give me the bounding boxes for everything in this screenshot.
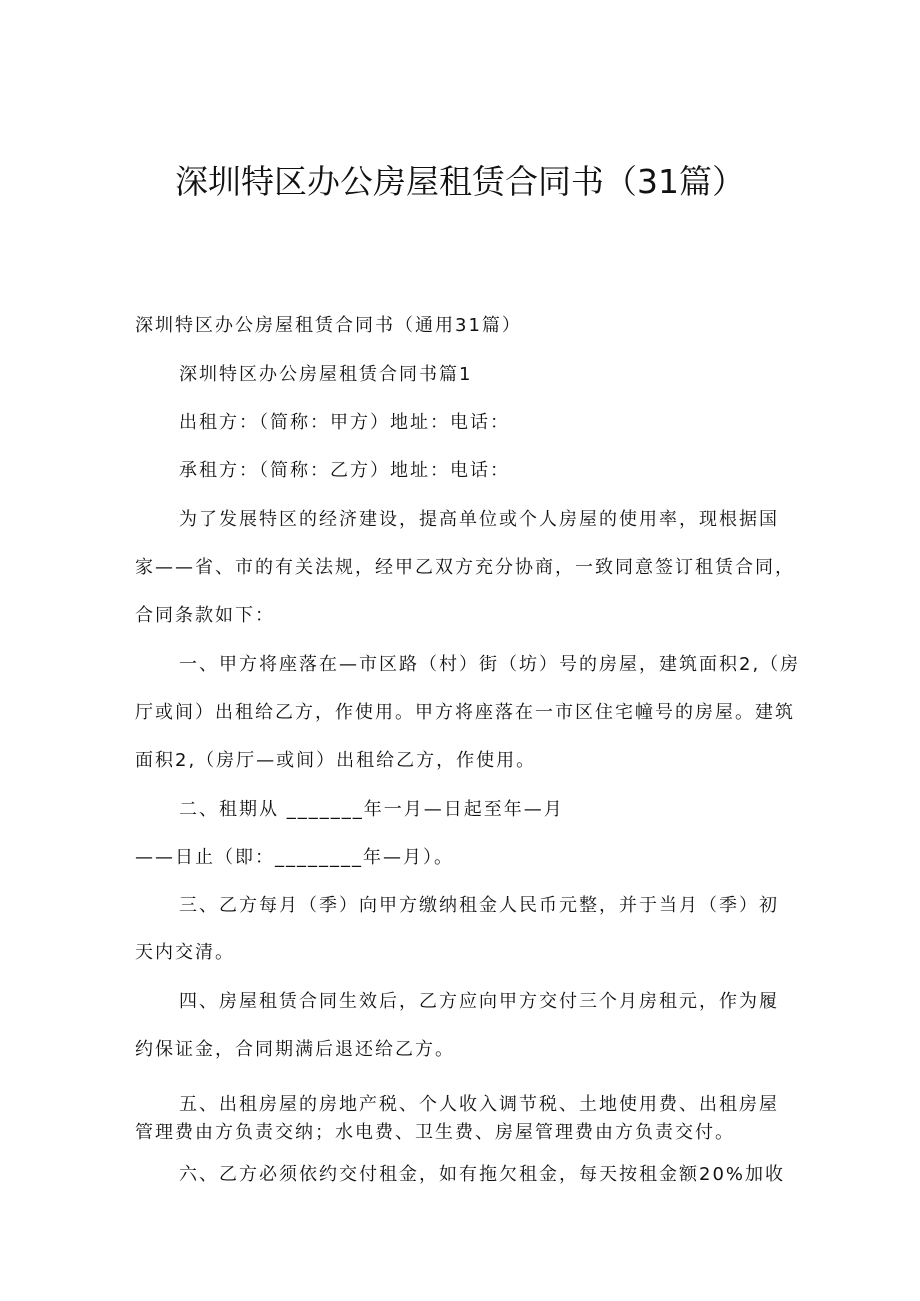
clause-1-line-2: 厅或间）出租给乙方，作使用。甲方将座落在一市区住宅幢号的房屋。建筑 [135,702,795,723]
document-title: 深圳特区办公房屋租赁合同书（31篇） [175,162,745,201]
clause-2-line-1: 二、租期从 _______年一月—日起至年—月 [179,799,564,820]
clause-6-line-1: 六、乙方必须依约交付租金，如有拖欠租金，每天按租金额20%加收 [179,1164,786,1185]
clause-5-line-2: 管理费由方负责交纳；水电费、卫生费、房屋管理费由方负责交付。 [135,1122,735,1143]
section-heading: 深圳特区办公房屋租赁合同书篇1 [179,364,473,385]
clause-1-line-1: 一、甲方将座落在—市区路（村）街（坊）号的房屋，建筑面积2,（房 [179,654,801,675]
intro-line-2: 家——省、市的有关法规，经甲乙双方充分协商，一致同意签订租赁合同， [135,557,795,578]
lessee-line: 承租方：（简称：乙方）地址：电话： [179,460,510,481]
lessor-line: 出租方：（简称：甲方）地址：电话： [179,412,510,433]
intro-line-1: 为了发展特区的经济建设，提高单位或个人房屋的使用率，现根据国 [179,509,779,530]
document-subtitle: 深圳特区办公房屋租赁合同书（通用31篇） [135,315,522,336]
clause-5-line-1: 五、出租房屋的房地产税、个人收入调节税、土地使用费、出租房屋 [179,1094,779,1115]
clause-2-line-2: ——日止（即：________年—月）。 [135,847,454,868]
clause-1-line-3: 面积2,（房厅—或间）出租给乙方，作使用。 [135,750,537,771]
clause-4-line-2: 约保证金，合同期满后退还给乙方。 [135,1039,455,1060]
clause-4-line-1: 四、房屋租赁合同生效后，乙方应向甲方交付三个月房租元，作为履 [179,991,779,1012]
clause-3-line-1: 三、乙方每月（季）向甲方缴纳租金人民币元整，并于当月（季）初 [179,895,779,916]
intro-line-3: 合同条款如下： [135,605,275,626]
clause-3-line-2: 天内交清。 [135,942,235,963]
